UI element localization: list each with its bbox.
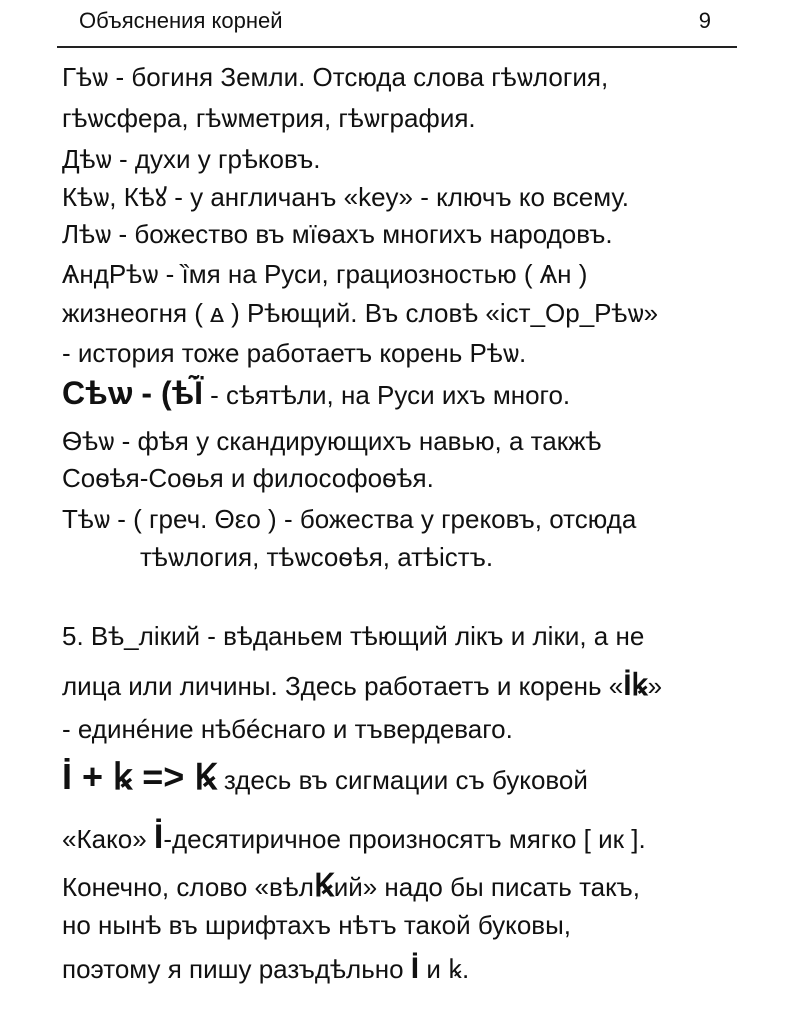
text-line — [62, 818, 646, 856]
text-line: Тѣѡ - ( греч. Θεο ) - божества у грековъ, отсюда — [62, 504, 637, 534]
text-line — [62, 952, 470, 985]
text-line: Кѣѡ, Кѣꙋ - у англичанъ «key» - ключъ ко всему. — [62, 182, 630, 212]
chapter-title: Объяснения корней — [79, 8, 283, 33]
page-number: 9 — [698, 8, 711, 33]
emphasized-word: Сѣѡ - (ѣЇ̃ — [62, 375, 203, 411]
text-line: Соѳѣя-Соѳья и философоѳѣя. — [62, 463, 434, 493]
text-line: - единéние нѣбéснаго и тъвердеваго. — [62, 714, 513, 744]
text-line: Дѣѡ - духи у грѣковъ. — [62, 144, 321, 174]
text-fragment: ий» надо бы писать такъ, — [333, 872, 640, 902]
text-fragment: -десятиричное произносятъ мягко [ ик ]. — [163, 824, 646, 854]
formula: İ + ꝃ => Ꝃ — [62, 756, 217, 797]
letter-glyph: İ — [410, 952, 420, 985]
text-line — [62, 669, 663, 702]
letter-glyph: İ — [153, 818, 164, 856]
text-line: Ѳѣѡ - фѣя у скандирующихъ навью, а такжѣ — [62, 426, 602, 456]
text-line: жизнеогня ( ꙙ ) Рѣющий. Въ словѣ «іст_Ор_Рѣѡ» — [62, 298, 659, 328]
text-line: - история тоже работаетъ корень Рѣѡ. — [62, 338, 527, 368]
text-line — [62, 375, 571, 411]
text-fragment: » — [647, 671, 663, 701]
text-line: но нынѣ въ шрифтахъ нѣтъ такой буковы, — [62, 910, 572, 940]
text-line — [62, 867, 640, 903]
text-line: Лѣѡ - божество въ мїѳахъ многихъ народовъ. — [62, 219, 613, 249]
text-line: ѦндРѣѡ - ȉмя на Руси, грациозностью ( Ѧн ) — [62, 259, 588, 289]
text-line: гѣѡсфера, гѣѡметрия, гѣѡграфия. — [62, 103, 476, 133]
text-fragment: лица или личины. Здесь работаетъ и корень « — [62, 671, 624, 701]
page-header — [57, 6, 737, 48]
text-fragment: поэтому я пишу разъдѣльно — [62, 954, 411, 984]
text-fragment: «Како» — [62, 824, 154, 854]
text-line: 5. Вѣ_лікий - вѣданьем тѣющий лікъ и ліки, а не — [62, 621, 645, 651]
text-fragment: Конечно, слово «вѣл — [62, 872, 314, 902]
text-fragment: здесь въ сигмации съ буковой — [216, 765, 588, 795]
text-line — [62, 756, 588, 797]
text-fragment: и ꝃ. — [419, 954, 470, 984]
letter-glyph: Ꝃ — [313, 867, 334, 903]
ligature-glyph: İꝃ — [623, 669, 648, 702]
text-line: Гѣѡ - богиня Земли. Отсюда слова гѣѡлогия, — [62, 62, 609, 92]
text-line: тѣѡлогия, тѣѡсоѳѣя, атѣістъ. — [140, 542, 494, 572]
text-fragment: - сѣятѣли, на Руси ихъ много. — [202, 380, 571, 410]
